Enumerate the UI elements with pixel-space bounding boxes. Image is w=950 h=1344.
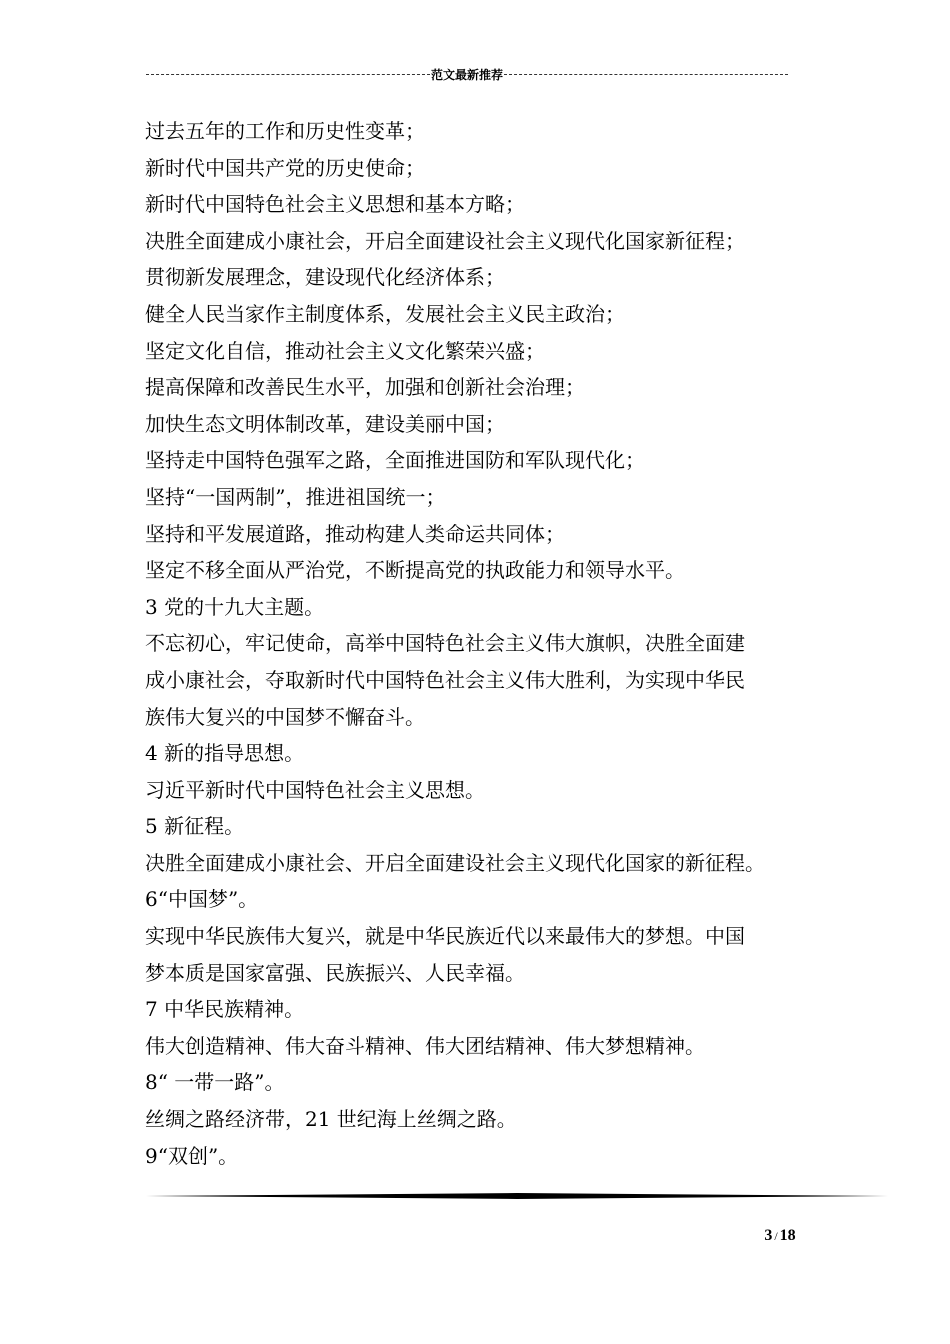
text-line: 4 新的指导思想。: [145, 741, 305, 766]
page-number: [740, 1227, 820, 1245]
text-line: 8“ 一带一路”。: [145, 1070, 285, 1095]
text-line: 决胜全面建成小康社会、开启全面建设社会主义现代化国家的新征程。: [145, 850, 765, 875]
current-page: 3: [764, 1227, 773, 1244]
text-line: 决胜全面建成小康社会，开启全面建设社会主义现代化国家新征程；: [145, 228, 745, 253]
text-line: 6“中国梦”。: [145, 887, 259, 912]
page-header: [146, 64, 788, 84]
document-body: [145, 113, 825, 1174]
text-line: 族伟大复兴的中国梦不懈奋斗。: [145, 704, 425, 729]
text-line: 贯彻新发展理念，建设现代化经济体系；: [145, 265, 505, 290]
header-dashed-rule-left: [146, 74, 430, 75]
text-line: 过去五年的工作和历史性变革；: [145, 119, 425, 143]
text-line: 提高保障和改善民生水平，加强和创新社会治理；: [145, 375, 585, 400]
text-line: 梦本质是国家富强、民族振兴、人民幸福。: [145, 960, 525, 985]
text-line: 丝绸之路经济带，21 世纪海上丝绸之路。: [145, 1107, 517, 1132]
footer-rule: [146, 1193, 888, 1199]
page-separator: /: [774, 1229, 778, 1243]
header-dashed-rule-right: [504, 74, 788, 75]
text-line: 坚持“一国两制”，推进祖国统一；: [145, 484, 446, 509]
text-line: 新时代中国特色社会主义思想和基本方略；: [145, 192, 525, 217]
header-title: 范文最新推荐: [431, 67, 504, 82]
text-line: 新时代中国共产党的历史使命；: [145, 155, 425, 180]
text-line: 3 党的十九大主题。: [145, 594, 325, 619]
text-line: 伟大创造精神、伟大奋斗精神、伟大团结精神、伟大梦想精神。: [145, 1033, 705, 1058]
text-line: 加快生态文明体制改革，建设美丽中国；: [145, 411, 505, 436]
total-pages: 18: [779, 1227, 796, 1244]
text-line: 9“双创”。: [145, 1143, 239, 1168]
text-line: 习近平新时代中国特色社会主义思想。: [145, 777, 485, 802]
text-line: 成小康社会，夺取新时代中国特色社会主义伟大胜利，为实现中华民: [145, 667, 745, 692]
text-line: 坚持走中国特色强军之路，全面推进国防和军队现代化；: [145, 448, 645, 473]
text-line: 不忘初心，牢记使命，高举中国特色社会主义伟大旗帜，决胜全面建: [145, 631, 745, 656]
text-line: 7 中华民族精神。: [145, 997, 305, 1022]
text-line: 实现中华民族伟大复兴，就是中华民族近代以来最伟大的梦想。中国: [145, 924, 745, 949]
text-line: 坚定文化自信，推动社会主义文化繁荣兴盛；: [145, 338, 545, 363]
text-line: 5 新征程。: [145, 814, 245, 839]
text-line: 坚定不移全面从严治党，不断提高党的执政能力和领导水平。: [145, 558, 685, 583]
text-line: 健全人民当家作主制度体系，发展社会主义民主政治；: [145, 301, 625, 326]
text-line: 坚持和平发展道路，推动构建人类命运共同体；: [145, 521, 565, 546]
